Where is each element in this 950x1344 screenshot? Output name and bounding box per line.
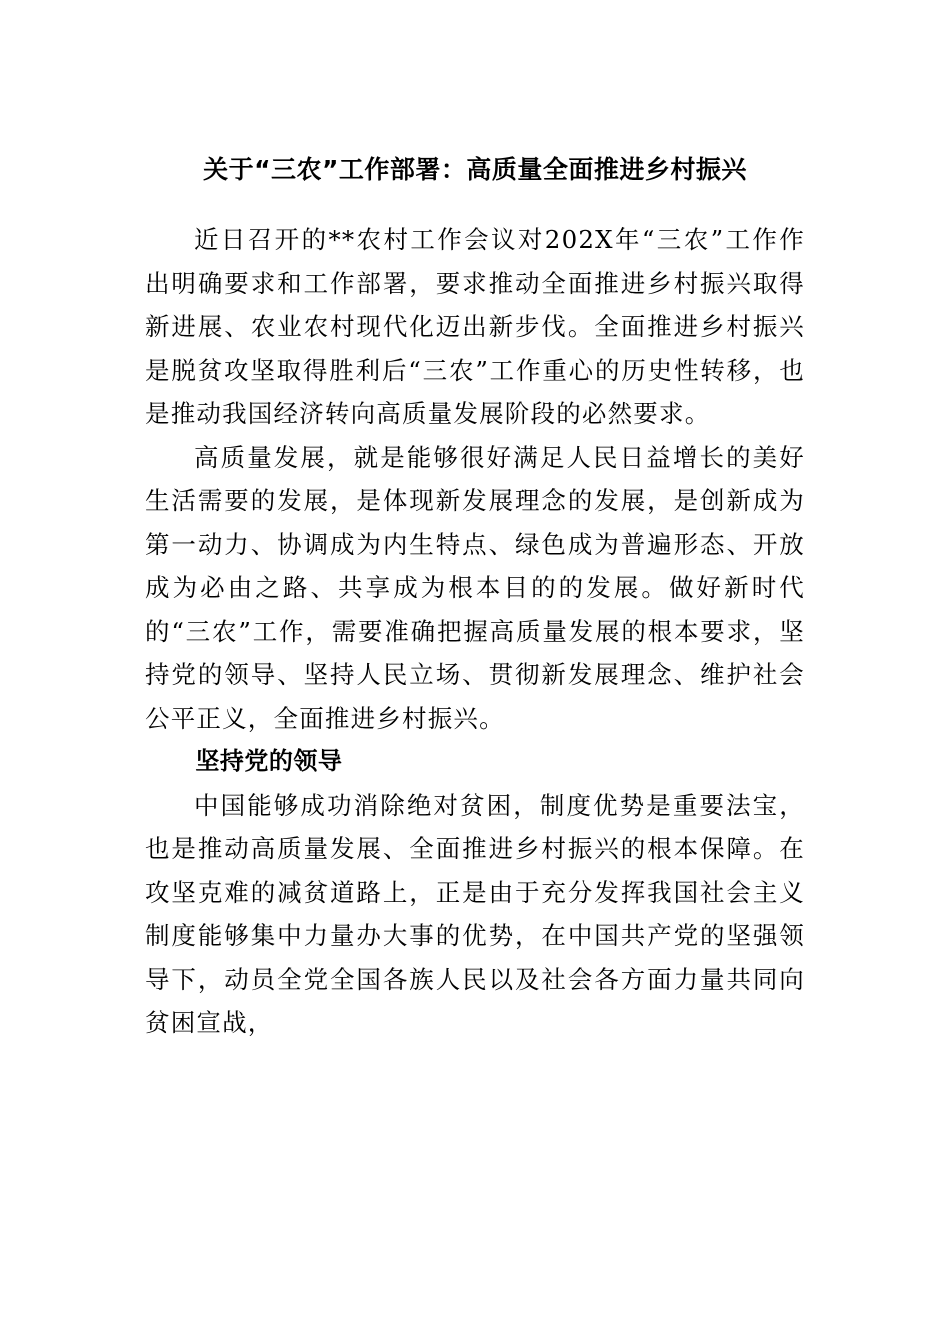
paragraph-party-leadership: 中国能够成功消除绝对贫困，制度优势是重要法宝，也是推动高质量发展、全面推进乡村振兴的根本保障。在攻坚克难的减贫道路上，正是由于充分发挥我国社会主义制度能够集中力量办大事的优势，在中国共产党的坚强领导下，动员全党全国各族人民以及社会各方面力量共同向贫困宣战， <box>145 790 805 1037</box>
section-heading: 坚持党的领导 <box>195 747 343 775</box>
document-body <box>145 218 805 1045</box>
paragraph-intro: 近日召开的**农村工作会议对202X年“三农”工作作出明确要求和工作部署，要求推动全面推进乡村振兴取得新进展、农业农村现代化迈出新步伐。全面推进乡村振兴是脱贫攻坚取得胜利后“三农”工作重心的历史性转移，也是推动我国经济转向高质量发展阶段的必然要求。 <box>145 225 805 428</box>
paragraph-high-quality-development: 高质量发展，就是能够很好满足人民日益增长的美好生活需要的发展，是体现新发展理念的发展，是创新成为第一动力、协调成为内生特点、绿色成为普遍形态、开放成为必由之路、共享成为根本目的的发展。做好新时代的“三农”工作，需要准确把握高质量发展的根本要求，坚持党的领导、坚持人民立场、贯彻新发展理念、维护社会公平正义，全面推进乡村振兴。 <box>145 442 805 733</box>
document-title: 关于“三农”工作部署：高质量全面推进乡村振兴 <box>203 155 747 184</box>
